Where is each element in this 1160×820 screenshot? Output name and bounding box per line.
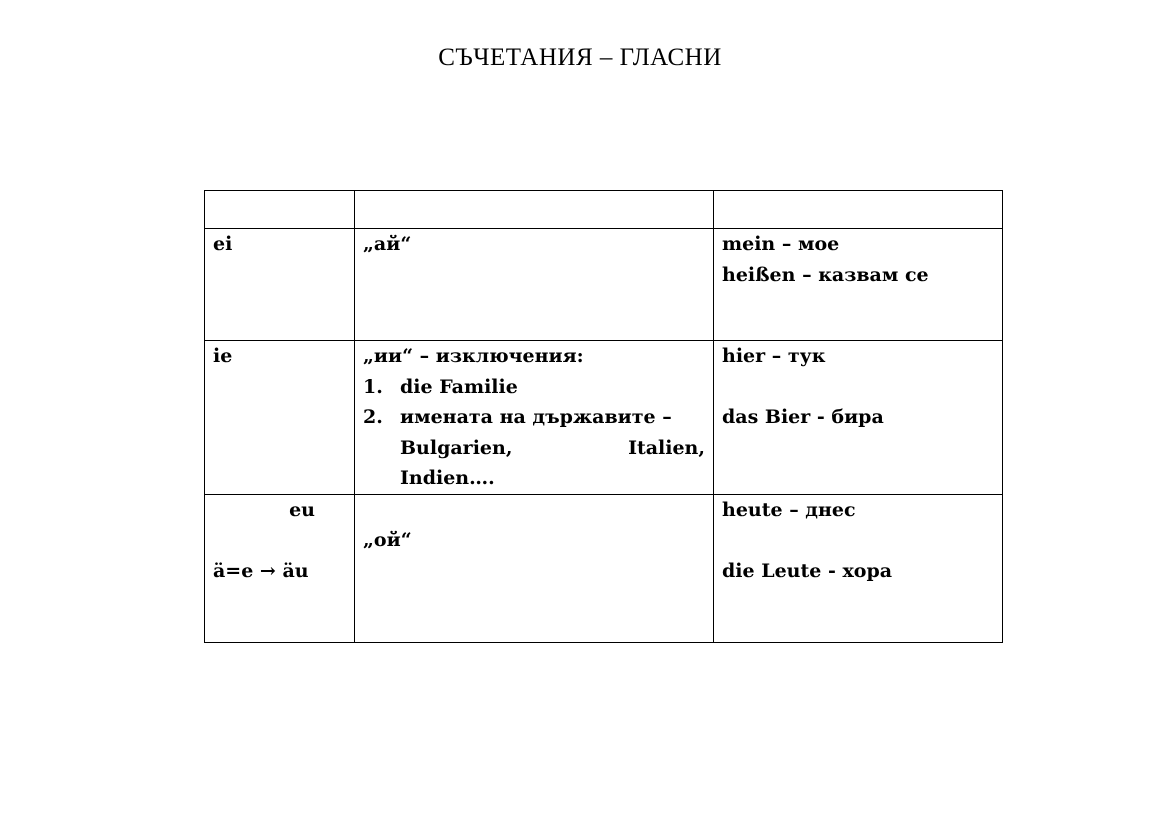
combination-cell: [205, 341, 355, 495]
example-text: hier – тук: [722, 345, 826, 367]
page-title: СЪЧЕТАНИЯ – ГЛАСНИ: [438, 44, 722, 71]
list-item: [363, 402, 705, 494]
example-text: heute – днес: [722, 498, 856, 521]
country-name: Italien,: [628, 436, 705, 459]
table-row: [205, 494, 1003, 642]
sound-cell: [355, 494, 714, 642]
vowel-combinations-table: [204, 190, 1003, 643]
sound-text: „ой“: [363, 529, 412, 551]
combination-text: ä=e → äu: [213, 559, 309, 582]
country-name: Bulgarien,: [400, 436, 513, 459]
combination-text: ei: [213, 233, 233, 255]
sound-text: „ии“ – изключения:: [363, 345, 584, 367]
example-text: die Leute - хора: [722, 559, 893, 582]
list-number: 2.: [363, 406, 383, 428]
combination-text: eu: [289, 498, 315, 521]
combination-text: ie: [213, 345, 233, 367]
examples-cell: [714, 494, 1003, 642]
list-item: [363, 372, 705, 403]
list-number: 1.: [363, 375, 383, 398]
example-text: das Bier - бира: [722, 406, 884, 428]
table-row: [205, 229, 1003, 341]
table-cell: [355, 191, 714, 229]
combination-cell: [205, 494, 355, 642]
list-item-body: [400, 402, 705, 494]
sound-cell: [355, 229, 714, 341]
examples-cell: [714, 341, 1003, 495]
example-text: heißen – казвам се: [722, 263, 929, 286]
exceptions-list: [363, 372, 705, 494]
examples-cell: [714, 229, 1003, 341]
sound-text: „ай“: [363, 233, 412, 255]
list-item-text: имената на държавите –: [400, 406, 672, 428]
sound-cell: [355, 341, 714, 495]
table-cell: [714, 191, 1003, 229]
table-row: [205, 341, 1003, 495]
example-text: mein – мое: [722, 233, 840, 255]
country-line: [400, 433, 705, 464]
combination-cell: [205, 229, 355, 341]
country-name: Indien….: [400, 467, 495, 489]
list-item-text: die Familie: [400, 375, 518, 398]
table-header-row: [205, 191, 1003, 229]
table-cell: [205, 191, 355, 229]
